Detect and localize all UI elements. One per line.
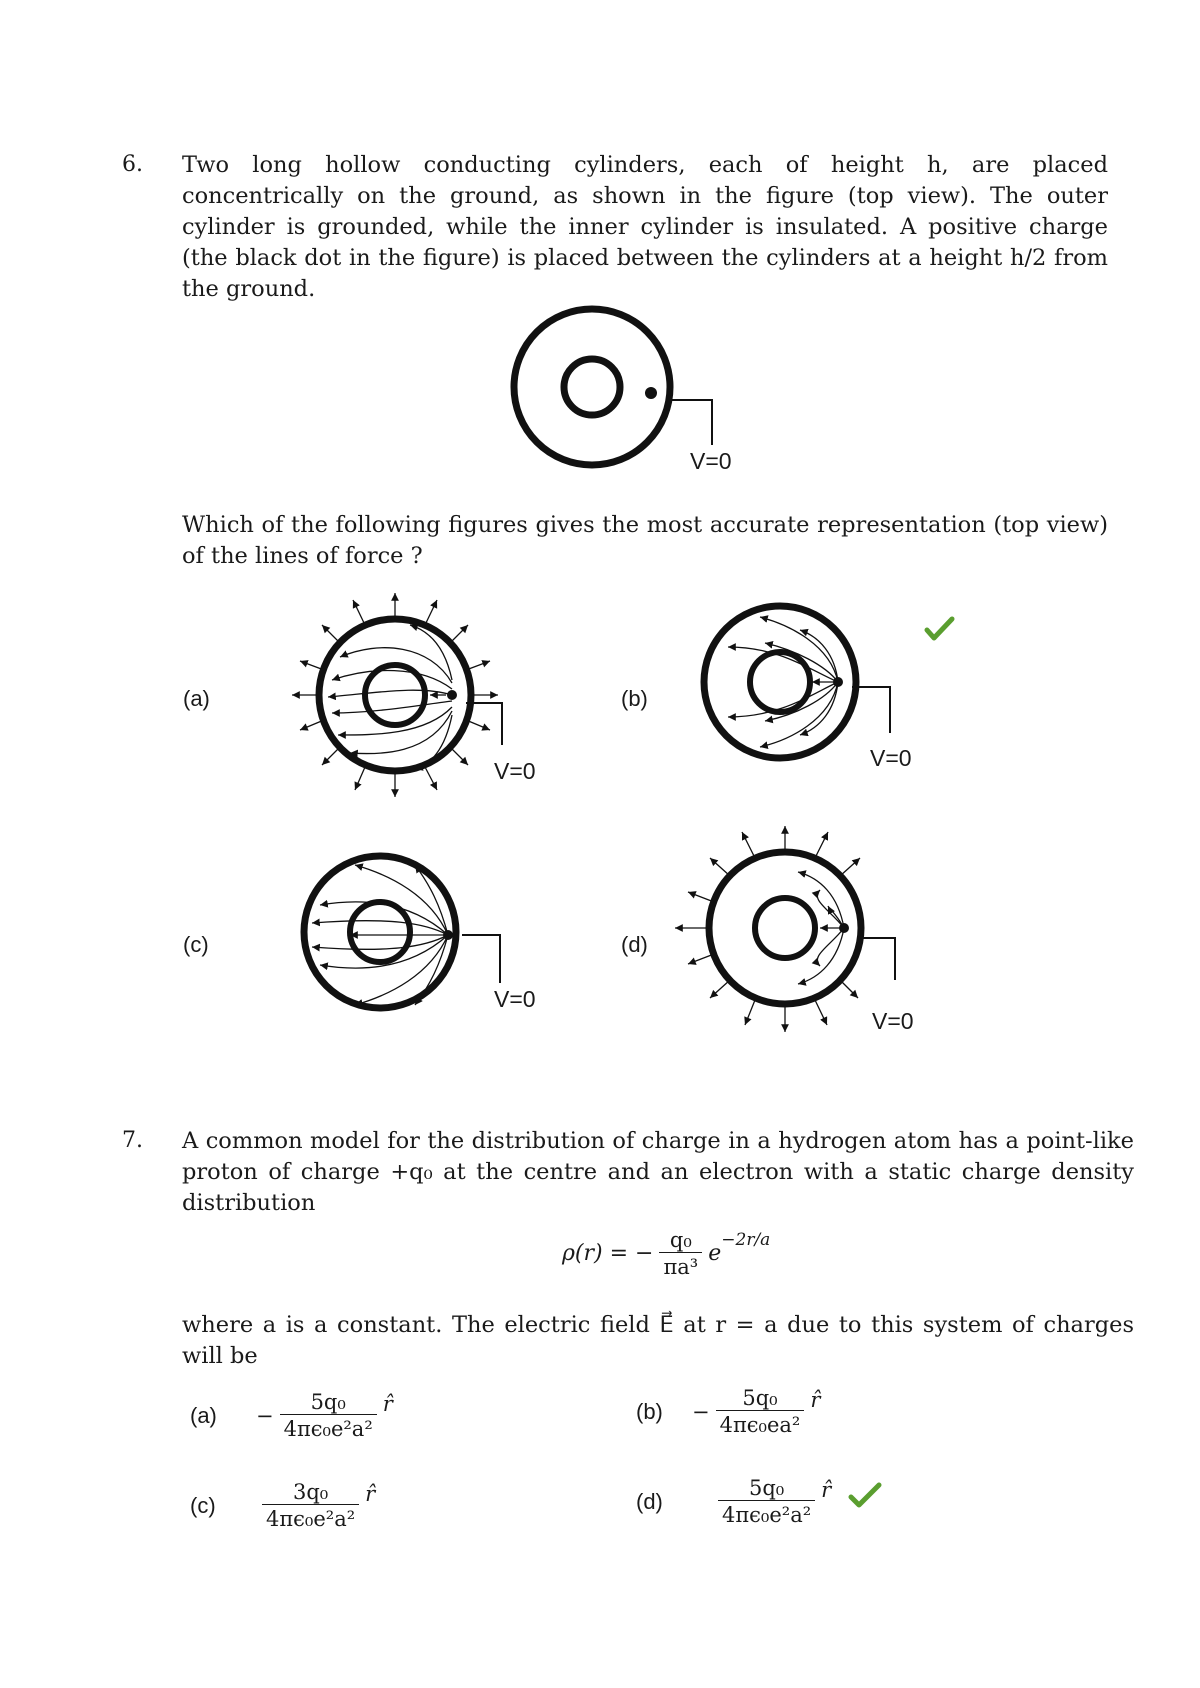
option-c-label: (c) xyxy=(183,932,209,957)
equation-exponent: −2r/a xyxy=(721,1229,771,1250)
q7-option-d-den: 4πϵ₀e²a² xyxy=(718,1500,815,1527)
q7-option-d-num: 5q₀ xyxy=(748,1476,785,1500)
question-7-text-1: A common model for the distribution of charge in a hydrogen atom has a point-like proton of charge +q₀ at the centre and an electron with a static charge density distribution xyxy=(182,1128,1134,1216)
option-a-label: (a) xyxy=(183,686,210,711)
equation-denominator: πa³ xyxy=(659,1252,702,1279)
question-6-number: 6. xyxy=(122,152,143,177)
q7-option-c-unit: r̂ xyxy=(365,1481,376,1506)
option-a-ground-label: V=0 xyxy=(494,758,536,784)
q7-option-a-sign: − xyxy=(256,1403,274,1428)
ground-wire xyxy=(670,400,712,445)
q7-option-b-num: 5q₀ xyxy=(742,1386,778,1410)
q7-option-d-unit: r̂ xyxy=(821,1477,832,1502)
q7-option-b xyxy=(636,1386,820,1437)
option-b-label: (b) xyxy=(621,686,648,711)
figure-ground-label: V=0 xyxy=(690,448,732,474)
q7-option-a-unit: r̂ xyxy=(382,1391,393,1416)
question-6-prompt: Which of the following figures gives the most accurate representation (top view) of the lines of force ? xyxy=(182,512,1108,569)
question-6-text: Two long hollow conducting cylinders, each of height h, are placed concentrically on the ground, as shown in the figure (top view). The outer cylinder is grounded, while the inner cylinder is insulated. A positive charge (the black dot in the figure) is placed between the cylinders at a height h/2 from the ground. xyxy=(182,152,1108,302)
question-7-number: 7. xyxy=(122,1128,143,1153)
check-mark-icon xyxy=(847,1481,883,1511)
outer-cylinder xyxy=(514,309,670,465)
q7-option-c-num: 3q₀ xyxy=(292,1480,329,1504)
option-d-ground-label: V=0 xyxy=(872,1008,914,1034)
q7-option-b-label: (b) xyxy=(636,1398,663,1424)
q7-option-a-den: 4πϵ₀e²a² xyxy=(280,1414,377,1441)
q7-option-d xyxy=(636,1476,883,1527)
q7-option-a-label: (a) xyxy=(190,1402,217,1428)
question-7-text-2: where a is a constant. The electric field E⃗ at r = a due to this system of charges will be xyxy=(182,1312,1134,1369)
point-charge xyxy=(645,387,657,399)
charge-density-equation xyxy=(562,1228,770,1279)
option-d-label: (d) xyxy=(621,932,648,957)
option-b-ground-label: V=0 xyxy=(870,745,912,771)
q7-option-c-label: (c) xyxy=(190,1492,216,1518)
equation-lhs: ρ(r) = − xyxy=(562,1241,654,1266)
q7-option-b-unit: r̂ xyxy=(810,1387,821,1412)
q7-option-a xyxy=(190,1390,393,1441)
q7-option-b-den: 4πϵ₀ea² xyxy=(716,1410,805,1437)
q7-option-b-sign: − xyxy=(692,1399,710,1424)
check-mark-icon xyxy=(927,619,952,638)
q7-option-c-den: 4πϵ₀e²a² xyxy=(262,1504,359,1531)
q7-option-a-num: 5q₀ xyxy=(310,1390,346,1414)
option-c-ground-label: V=0 xyxy=(494,986,536,1012)
equation-numerator: q₀ xyxy=(669,1228,692,1252)
q7-option-c xyxy=(190,1480,375,1531)
inner-cylinder xyxy=(564,359,620,415)
equation-exp-base: e xyxy=(708,1241,722,1266)
q7-option-d-label: (d) xyxy=(636,1488,663,1514)
